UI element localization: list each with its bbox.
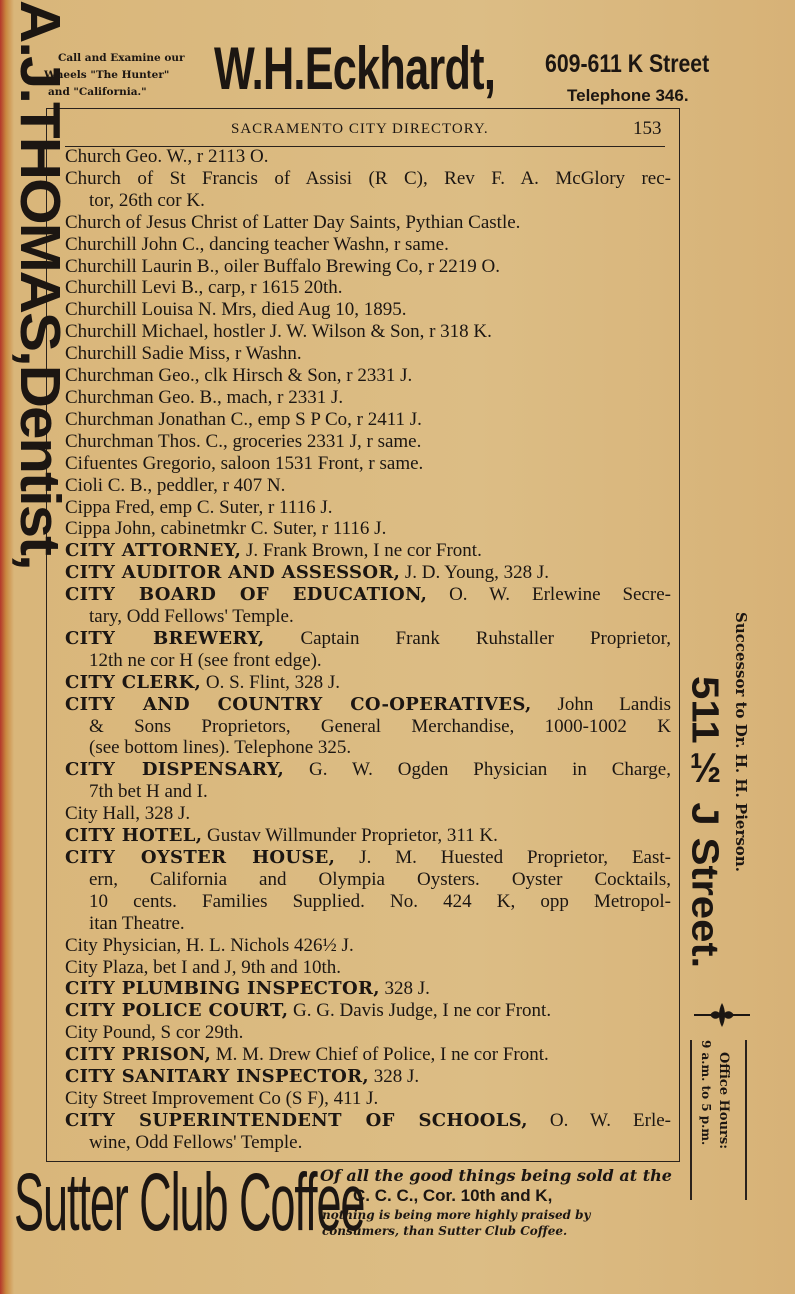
entry-line xyxy=(65,978,671,1000)
entry-line xyxy=(65,716,671,738)
entry-line xyxy=(65,1088,671,1110)
entry-line xyxy=(65,1110,671,1132)
entry-line xyxy=(65,234,671,256)
directory-entry xyxy=(65,957,671,979)
top-ad-telephone: Telephone 346. xyxy=(567,86,689,105)
side-ad-hours: 9 a.m. to 5 p.m. xyxy=(699,1040,713,1146)
directory-entry xyxy=(65,935,671,957)
entry-line xyxy=(65,343,671,365)
entry-text: 12th ne cor H (see front edge). xyxy=(89,649,322,671)
entry-text: tary, Odd Fellows' Temple. xyxy=(89,606,294,628)
top-advertisement xyxy=(0,35,795,110)
entry-heading: CITY PLUMBING INSPECTOR, xyxy=(65,978,380,1000)
entry-line xyxy=(65,453,671,475)
entry-heading: CITY SUPERINTENDENT OF SCHOOLS, xyxy=(65,1109,528,1131)
entry-line xyxy=(65,518,671,540)
bottom-ad-line-2: C. C. C., Cor. 10th and K, xyxy=(353,1186,553,1205)
entry-text: Churchill Laurin B., oiler Buffalo Brewing Co, r 2219 O. xyxy=(65,255,501,277)
directory-entry xyxy=(65,1000,671,1022)
entry-line xyxy=(65,190,671,212)
entry-text: Churchill Louisa N. Mrs, died Aug 10, 1895. xyxy=(65,299,407,321)
entry-text: wine, Odd Fellows' Temple. xyxy=(89,1131,303,1153)
directory-entry xyxy=(65,409,671,431)
directory-entry xyxy=(65,234,671,256)
entry-text: City Hall, 328 J. xyxy=(65,803,191,825)
entry-heading: CITY ATTORNEY, xyxy=(65,540,242,562)
directory-entry xyxy=(65,497,671,519)
entry-text: G. W. Ogden Physician in Charge, xyxy=(284,759,671,781)
entry-line xyxy=(65,497,671,519)
directory-entry xyxy=(65,628,671,672)
entry-text: Church of Jesus Christ of Latter Day Saints, Pythian Castle. xyxy=(65,211,521,233)
entry-text: Church Geo. W., r 2113 O. xyxy=(65,146,269,167)
entry-text: 328 J. xyxy=(379,978,430,1000)
entry-line xyxy=(65,299,671,321)
entry-text: Gustav Willmunder Proprietor, 311 K. xyxy=(202,825,498,847)
entry-line xyxy=(65,277,671,299)
entry-text: & Sons Proprietors, General Merchandise, 1000-1002 K xyxy=(89,715,671,737)
top-ad-line-1: Call and Examine our xyxy=(58,52,185,64)
entry-text: Churchill Levi B., carp, r 1615 20th. xyxy=(65,277,343,299)
entry-line xyxy=(65,628,671,650)
entry-text: City Pound, S cor 29th. xyxy=(65,1022,244,1044)
entry-heading: CITY AND COUNTRY CO-OPERATIVES, xyxy=(65,693,532,715)
directory-entry xyxy=(65,146,671,168)
entry-line xyxy=(65,1044,671,1066)
entry-line xyxy=(65,1000,671,1022)
entry-heading: CITY BREWERY, xyxy=(65,627,265,649)
entry-text: O. W. Erlewine Secre- xyxy=(427,584,672,606)
entry-text: J. M. Huested Proprietor, East- xyxy=(335,847,671,868)
side-ad-successor: Successor to Dr. H. H. Pierson. xyxy=(732,612,750,872)
directory-entry xyxy=(65,518,671,540)
running-head xyxy=(47,118,679,141)
entry-text: Churchill Michael, hostler J. W. Wilson & Son, r 318 K. xyxy=(65,321,492,343)
entry-line xyxy=(65,1132,671,1154)
running-head-title: SACRAMENTO CITY DIRECTORY. xyxy=(231,121,489,137)
top-ad-name: W.H.Eckhardt, xyxy=(214,35,496,102)
entry-heading: CITY DISPENSARY, xyxy=(65,759,285,781)
entry-line xyxy=(65,891,671,913)
ornament-icon xyxy=(692,1000,752,1030)
entry-heading: CITY BOARD OF EDUCATION, xyxy=(65,584,428,606)
entry-line xyxy=(65,803,671,825)
bottom-ad-line-3: nothing is being more highly praised by xyxy=(322,1208,591,1222)
entry-line xyxy=(65,475,671,497)
entry-line xyxy=(65,935,671,957)
entry-text: Churchill Sadie Miss, r Washn. xyxy=(65,343,302,365)
directory-entries xyxy=(65,146,671,1154)
entry-text: J. D. Young, 328 J. xyxy=(400,562,550,584)
entry-line xyxy=(65,913,671,935)
entry-text: 328 J. xyxy=(368,1066,420,1088)
entry-heading: CITY SANITARY INSPECTOR, xyxy=(65,1066,369,1088)
entry-line xyxy=(65,562,671,584)
entry-line xyxy=(65,825,671,847)
entry-text: Churchman Jonathan C., emp S P Co, r 2411 J. xyxy=(65,408,422,430)
entry-line xyxy=(65,212,671,234)
entry-heading: CITY HOTEL, xyxy=(65,825,203,847)
bottom-ad-line-1: Of all the good things being sold at the xyxy=(320,1166,672,1185)
entry-line xyxy=(65,694,671,716)
entry-line xyxy=(65,847,671,869)
entry-text: Cioli C. B., peddler, r 407 N. xyxy=(65,474,286,496)
directory-entry xyxy=(65,540,671,562)
entry-line xyxy=(65,146,671,168)
entry-heading: CITY POLICE COURT, xyxy=(65,1000,289,1022)
entry-text: Church of St Francis of Assisi (R C), Rev F. A. McGlory rec- xyxy=(65,167,671,189)
entry-line xyxy=(65,869,671,891)
entry-heading: CITY CLERK, xyxy=(65,671,202,693)
entry-text: John Landis xyxy=(531,693,671,715)
directory-entry xyxy=(65,168,671,212)
entry-line xyxy=(65,781,671,803)
directory-entry xyxy=(65,431,671,453)
entry-line xyxy=(65,737,671,759)
directory-entry xyxy=(65,453,671,475)
entry-line xyxy=(65,431,671,453)
directory-entry xyxy=(65,978,671,1000)
entry-line xyxy=(65,606,671,628)
directory-entry xyxy=(65,1066,671,1088)
entry-text: Captain Frank Ruhstaller Proprietor, xyxy=(264,627,671,649)
entry-line xyxy=(65,409,671,431)
entry-text: G. G. Davis Judge, I ne cor Front. xyxy=(288,1000,552,1022)
entry-text: ern, California and Olympia Oysters. Oyster Cocktails, xyxy=(89,868,671,890)
entry-text: Cippa John, cabinetmkr C. Suter, r 1116 J. xyxy=(65,518,387,540)
entry-heading: CITY PRISON, xyxy=(65,1044,212,1066)
side-ad-hours-label: Office Hours: xyxy=(716,1052,731,1150)
entry-text: City Plaza, bet I and J, 9th and 10th. xyxy=(65,956,341,978)
directory-entry xyxy=(65,212,671,234)
entry-text: Churchman Geo. B., mach, r 2331 J. xyxy=(65,386,344,408)
bottom-advertisement xyxy=(0,1157,795,1294)
entry-text: M. M. Drew Chief of Police, I ne cor Front. xyxy=(211,1044,549,1066)
directory-entry xyxy=(65,1044,671,1066)
entry-line xyxy=(65,650,671,672)
directory-entry xyxy=(65,1110,671,1154)
directory-entry xyxy=(65,584,671,628)
entry-line xyxy=(65,1066,671,1088)
entry-text: City Physician, H. L. Nichols 426½ J. xyxy=(65,934,354,956)
directory-entry xyxy=(65,847,671,935)
entry-line xyxy=(65,168,671,190)
directory-entry xyxy=(65,277,671,299)
directory-entry xyxy=(65,365,671,387)
entry-line xyxy=(65,957,671,979)
entry-text: Churchman Thos. C., groceries 2331 J, r same. xyxy=(65,430,422,452)
top-ad-line-2: Wheels "The Hunter" xyxy=(44,69,170,81)
entry-text: tor, 26th cor K. xyxy=(89,189,205,211)
entry-heading: CITY AUDITOR AND ASSESSOR, xyxy=(65,562,401,584)
directory-entry xyxy=(65,387,671,409)
directory-entry xyxy=(65,803,671,825)
entry-heading: CITY OYSTER HOUSE, xyxy=(65,847,336,868)
entry-line xyxy=(65,584,671,606)
directory-frame xyxy=(46,108,680,1162)
directory-entry xyxy=(65,759,671,803)
entry-line xyxy=(65,321,671,343)
entry-text: Churchill John C., dancing teacher Washn, r same. xyxy=(65,233,449,255)
entry-line xyxy=(65,759,671,781)
entry-text: (see bottom lines). Telephone 325. xyxy=(89,737,352,759)
entry-text: City Street Improvement Co (S F), 411 J. xyxy=(65,1087,379,1109)
entry-text: 7th bet H and I. xyxy=(89,781,208,803)
page-number: 153 xyxy=(633,118,662,139)
bottom-ad-brand: Sutter Club Coffee xyxy=(14,1157,365,1248)
directory-entry xyxy=(65,321,671,343)
entry-text: O. S. Flint, 328 J. xyxy=(201,671,340,693)
entry-text: Churchman Geo., clk Hirsch & Son, r 2331 J. xyxy=(65,365,413,387)
directory-entry xyxy=(65,1088,671,1110)
entry-text: J. Frank Brown, I ne cor Front. xyxy=(241,540,482,562)
side-ad-main: A.J.THOMAS,Dentist, xyxy=(8,0,73,569)
entry-line xyxy=(65,256,671,278)
entry-line xyxy=(65,365,671,387)
directory-entry xyxy=(65,256,671,278)
side-ad-address: 511½ J Street. xyxy=(684,676,727,969)
entry-text: Cifuentes Gregorio, saloon 1531 Front, r same. xyxy=(65,452,424,474)
directory-entry xyxy=(65,299,671,321)
directory-entry xyxy=(65,343,671,365)
entry-line xyxy=(65,672,671,694)
entry-text: Cippa Fred, emp C. Suter, r 1116 J. xyxy=(65,496,333,518)
entry-line xyxy=(65,540,671,562)
entry-line xyxy=(65,387,671,409)
entry-line xyxy=(65,1022,671,1044)
directory-entry xyxy=(65,672,671,694)
entry-text: itan Theatre. xyxy=(89,912,185,934)
top-ad-line-3: and "California." xyxy=(48,86,147,98)
directory-entry xyxy=(65,825,671,847)
entry-text: 10 cents. Families Supplied. No. 424 K, opp Metropol- xyxy=(89,890,671,912)
directory-entry xyxy=(65,562,671,584)
entry-text: O. W. Erle- xyxy=(527,1109,671,1131)
bottom-ad-line-4: consumers, than Sutter Club Coffee. xyxy=(322,1224,568,1238)
top-ad-address: 609-611 K Street xyxy=(545,50,710,78)
directory-entry xyxy=(65,1022,671,1044)
directory-entry xyxy=(65,475,671,497)
directory-entry xyxy=(65,694,671,760)
